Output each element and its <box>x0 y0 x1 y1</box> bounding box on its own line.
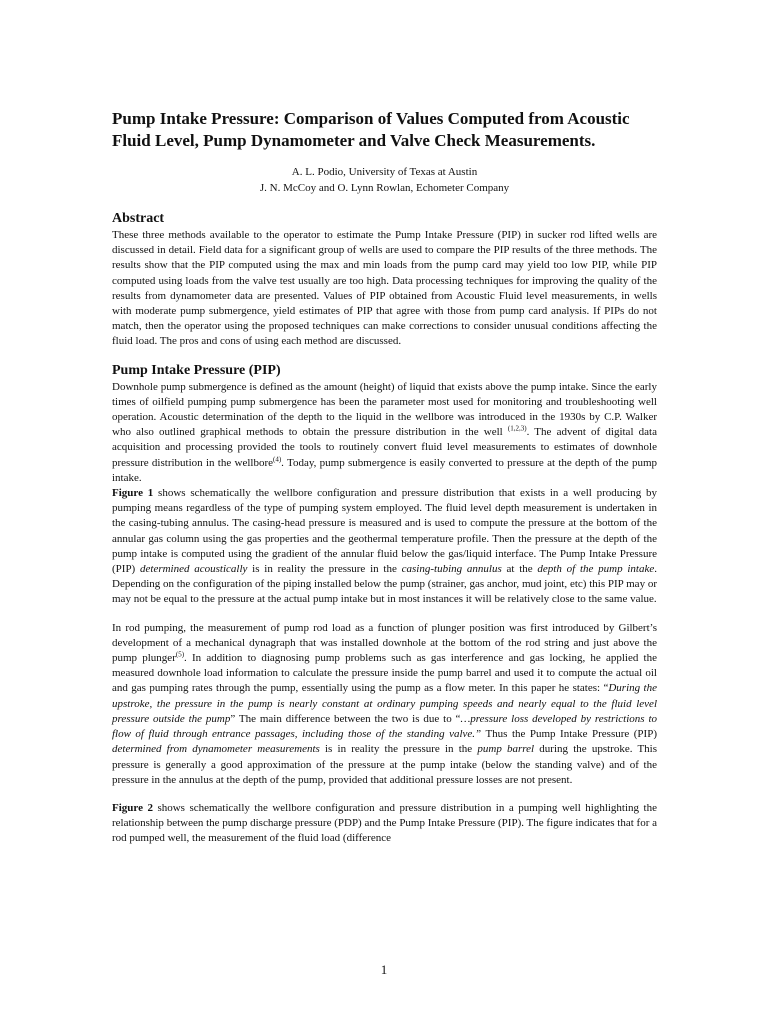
pip-p4-text-a: shows schematically the wellbore configuration and pressure distribution in a pumping well highlighting the relationship between the pump discharge pressure (PDP) and the Pump Intake Pressure (PIP). The figure indicates that for a rod pumped well, the measurement of the fluid load (difference <box>112 801 657 845</box>
pip-p3-text-e: is in reality the pressure in the <box>319 743 478 756</box>
pip-p3-text-f: during the upstroke. This pressure is generally a good approximation of the pressure at the pump intake (below the standing valve) and of the pressure in the annulus at the depth of the pump, provided that additional pressure losses are not present. <box>112 743 657 786</box>
pip-paragraph-4 <box>112 801 657 847</box>
pip-p2-text-d: . Depending on the configuration of the piping installed below the pump (strainer, gas anchor, mud joint, etc) this PIP may or may not be equal to the pressure at the actual pump intake but in most instances it will be relatively close to the same value. <box>112 563 657 606</box>
pip-paragraph-2 <box>112 486 657 608</box>
author-block <box>112 164 657 196</box>
pip-p3-italic-2: pump barrel <box>477 743 535 756</box>
figure-1-ref: Figure 1 <box>112 487 154 500</box>
pip-p1-text-c: . Today, pump submergence is easily converted to pressure at the depth of the pump intake. <box>112 456 657 484</box>
abstract-text: These three methods available to the operator to estimate the Pump Intake Pressure (PIP) in sucker rod lifted wells are discussed in detail. Field data for a significant group of wells are used to compare the PIP results of the three methods. The results show that the PIP computed using the max and min loads from the pump card may yield too low PIP, while PIP computed using loads from the valve test usually are too high. Data processing techniques for improving the quality of the results from dynamometer data are presented. Values of PIP obtained from Acoustic Fluid level measurements, in wells with moderate pump submergence, yield estimates of PIP that agree with those from pump card analysis. If PIPs do not match, then the operator using the proposed techniques can make corrections to consider unusual conditions affecting the fluid load. The pros and cons of using each method are discussed. <box>112 229 657 348</box>
gilbert-quote-2: …pressure loss developed by restrictions to flow of fluid through entrance passages, including those of the standing valve.” <box>112 712 657 741</box>
pip-p2-italic-2: casing-tubing annulus <box>401 563 502 576</box>
pip-p1-text-b: . The advent of digital data acquisition and processing provided the tools to routinely convert fluid level measurements to estimates of downhole pressure distribution in the wellbore <box>112 426 657 469</box>
abstract-heading: Abstract <box>112 211 165 226</box>
pip-paragraph-3 <box>112 621 657 788</box>
pip-p3-text-d: Thus the Pump Intake Pressure (PIP) <box>481 728 657 741</box>
author-line-2: J. N. McCoy and O. Lynn Rowlan, Echometer Company <box>259 182 510 194</box>
citation-ref: (5) <box>175 650 185 659</box>
pip-p3-text-a: In rod pumping, the measurement of pump rod load as a function of plunger position was first introduced by Gilbert’s development of a mechanical dynagraph that was installed downhole at the bottom of the rod string and just above the pump plunger <box>112 621 657 665</box>
pip-section-heading: Pump Intake Pressure (PIP) <box>112 362 281 378</box>
pip-p3-text-c: ” The main difference between the two is due to “ <box>230 712 461 725</box>
pip-p2-text-c: at the <box>501 563 538 576</box>
citation-ref: (1,2,3) <box>507 424 527 433</box>
pip-p2-italic-1: determined acoustically <box>140 563 248 576</box>
citation-ref: (4) <box>273 454 282 463</box>
pip-p2-text-b: is in reality the pressure in the <box>247 563 402 576</box>
pip-p2-text-a: shows schematically the wellbore configuration and pressure distribution that exists in a well producing by pumping means regardless of the type of pumping system employed. The fluid level depth measurement is undertaken in the casing-tubing annulus. The casing-head pressure is measured and is used to compute the pressure at the bottom of the annular gas column using the gas properties and the geothermal temperature profile. Then the pressure at the depth of the pump intake is computed using the gradient of the annular fluid below the gas/liquid interface. The Pump Intake Pressure (PIP) <box>112 487 657 576</box>
gilbert-quote-1: During the upstroke, the pressure in the pump is nearly constant at ordinary pumping speeds and nearly equal to the fluid level pressure outside the pump <box>112 682 657 725</box>
paper-title: Pump Intake Pressure: Comparison of Values Computed from Acoustic Fluid Level, Pump Dynamometer and Valve Check Measurements. <box>112 109 630 150</box>
paper-page <box>112 108 657 847</box>
figure-2-ref: Figure 2 <box>112 801 153 814</box>
page-number: 1 <box>380 962 388 977</box>
author-line-1: A. L. Podio, University of Texas at Austin <box>291 166 478 178</box>
pip-p1-text-a: Downhole pump submergence is defined as the amount (height) of liquid that exists above the pump intake. Since the early times of oilfield pumping pump submergence has been the parameter most used for monitoring and troubleshooting well operation. Acoustic determination of the depth to the liquid in the wellbore was introduced in the 1930s by C.P. Walker who also outlined graphical methods to obtain the pressure distribution in the well <box>112 380 657 439</box>
pip-p3-text-b: . In addition to diagnosing pump problems such as gas interference and gas locking, he applied the measured downhole load information to calculate the pressure inside the pump barrel and used it to compute the actual oil and gas pumping rates through the pump, essentially using the pump as a flow meter. In this paper he states: “ <box>112 652 657 695</box>
pip-paragraph-1 <box>112 380 657 486</box>
pip-p2-italic-3: depth of the pump intake <box>537 563 655 576</box>
pip-p3-italic-1: determined from dynamometer measurements <box>112 743 320 756</box>
